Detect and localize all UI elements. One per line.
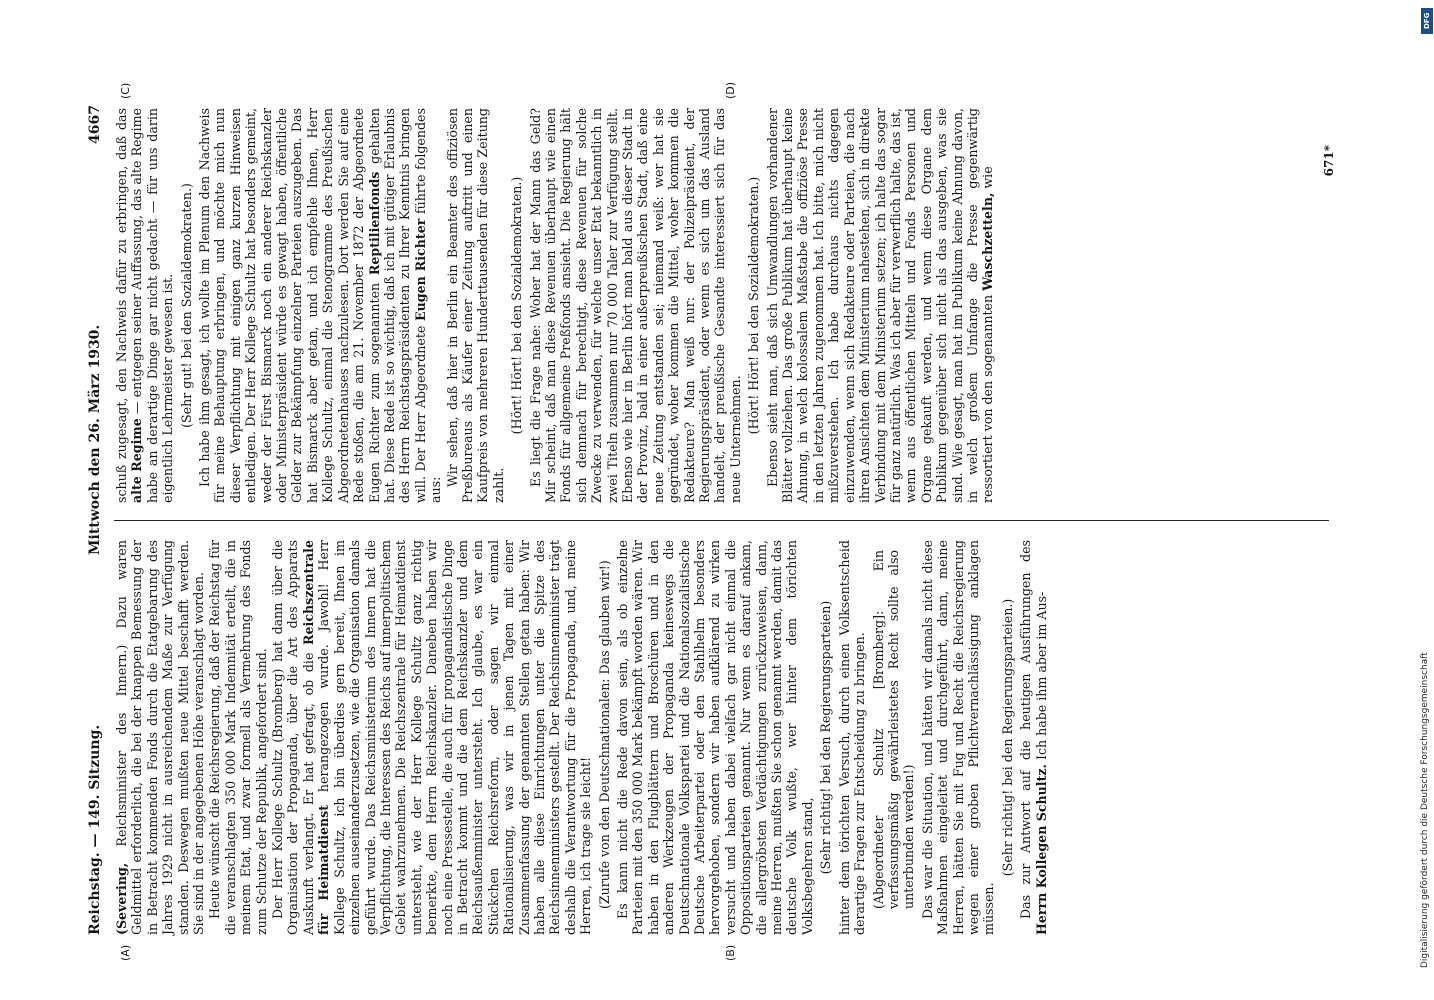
right-column [114, 108, 997, 503]
right-p2-text-a: Ich habe ihm gesagt, ich wollte im Plenum den Nachweis für meine Behauptung erbringen, und möchte mich nun dieser Verpflichtung mit einigen ganz kurzen Hinweisen entledigen. Der Herr Kollege Schultz hat besonders gemeint, weder der Fürst Bismarck noch ein anderer Reichskanzler oder Ministerpräsident würde es gewagt haben, öffentliche Gelder zur Bekämpfung einzelner Parteien auszugeben. Das hat Bismarck aber getan, und ich empfehle Ihnen, Herr Kollege Schultz, einmal die Stenogramme des Preußischen Abgeordnetenhauses nachzulesen. Dort werden Sie auf eine Rede stoßen, die am 21. November 1872 der Abgeordnete Eugen Richter zum sogenannten [197, 108, 382, 503]
speaker-name: (Severing, [114, 862, 129, 935]
margin-marker-a: (A) [119, 944, 132, 961]
right-quote-2: Es liegt die Frage nahe: Woher hat der Mann das Geld? Mir scheint, daß man diese Revenuen überhaupt wie einen Fonds für allgemeine Preßfonds ansieht. Die Regierung hält sich demnach für berechtigt, diese Revenuen für solche Zwecke zu verwenden, für welche unser Etat bekanntlich in zwei Titeln zusammen nur 70 000 Taler zur Verfügung stellt. Ebenso wie hier in Berlin hört man bald aus dieser Stadt in der Provinz, bald in einer außerpreußischen Stadt, daß eine neue Zeitung entstanden sei; niemand weiß: wer hat sie gegründet, woher kommen die Mittel, woher kommen die Redakteure? Man weiß nur: der Polizeipräsident, der Regierungspräsident, oder wenn es sich um das Ausland handelt, der preußische Gesandte interessiert sich für das neue Unternehmen. [527, 108, 743, 503]
right-paragraph-3 [765, 108, 996, 503]
interjection-2: (Sehr richtig! bei den Regierungsparteien) [818, 600, 834, 875]
right-p3-text-b: wie [980, 166, 996, 189]
margin-marker-d: (D) [724, 81, 737, 99]
rotated-page-content [87, 81, 1336, 961]
page-header [88, 105, 110, 935]
margin-marker-b: (B) [724, 944, 737, 961]
right-p2-bold-2: Eugen Richter [412, 218, 428, 321]
interjection-1: (Zurufe von den Deutschnationalen: Das glauben wir!) [596, 560, 612, 909]
left-p7-text-a: Das zur Antwort auf die heutigen Ausführungen des [1018, 540, 1034, 919]
right-p3-bold: Waschzetteln, [980, 192, 996, 291]
left-p3-text-b: herangezogen wurde. Jawohl! Herr Kollege Schultz, ich bin überdies gern bereit, Ihnen im einzelnen auseinanderzusetzen, wie die Organisation damals geführt wurde. Das Reichsministerium des Innern hat die Verpflichtung, die Interessen des Reichs auf innerpolitischem Gebiet wahrzunehmen. Die Reichszentrale für Heimatdienst untersteht, wie der Herr Kollege Schultz ganz richtig bemerkte, dem Herrn Reichskanzler. Daneben haben wir noch eine Pressestelle, die auch für propagandistische Dinge in Betracht kommt und die dem Reichskanzler und dem Reichsaußenminister untersteht. Ich glaube, es war ein Stückchen Reichsreform, oder sagen wir einmal Rationalisierung, was wir in jenen Tagen mit einer Zusammenfassung der genannten Stellen getan haben: Wir haben alle diese Einrichtungen unter die Spitze des Reichsinnenministers gestellt. Der Reichsinnenminister trägt deshalb die Verantwortung für die Propaganda, und, meine Herren, ich trage sie leicht! [316, 539, 594, 935]
interjection-3: (Abgeordneter Schultz [Bromberg]: Ein verfassungsmäßig gewährleistetes Recht sollte also unterbunden werden!) [870, 550, 917, 909]
left-column [114, 540, 1050, 935]
left-p3-text-a: Der Herr Kollege Schultz (Bromberg) hat dann über die Organisation der Propaganda, über die Art des Apparats Auskunft verlangt. Er hat gefragt, ob die [270, 540, 316, 935]
left-paragraph-3 [270, 540, 594, 935]
page-number: 4667 [87, 105, 103, 144]
left-paragraph-2: Heute wünscht die Reichsregierung, daß der Reichstag für die veranschlagten 350 000 Mark Indemnität erteilt, die in meinem Etat, und zwar formell als Vermehrung des Fonds zum Schutze der Republik, angefordert sind. [207, 540, 269, 935]
right-paragraph-2 [197, 108, 444, 503]
right-p2-bold: Reptilienfonds [366, 171, 382, 276]
header-left-title: Reichstag. — 149. Sitzung. [87, 724, 103, 935]
side-strip [1418, 8, 1432, 992]
signature-mark: 671* [1321, 145, 1336, 177]
right-p3-text-a: Ebenso sieht man, daß sich Umwandlungen vorhandener Blätter vollziehen. Das große Publikum hat überhaupt keine Ahnung, in welch kolossalem Maßstabe die offiziöse Presse in den letzten Jahren zugenommen hat. Ich bitte, mich nicht mißzuverstehen. Ich habe durchaus nichts dagegen einzuwenden, wenn sich Redakteure oder Parteien, die nach ihren Ansichten dem Ministerium nahestehen, sich in direkte Verbindung mit dem Ministerium setzen; ich halte das sogar für ganz natürlich. Was ich aber für verwerflich halte, das ist, wenn aus öffentlichen Mitteln und Fonds Personen und Organe gekauft werden, und wenn diese Organe dem Publikum gegenüber sich nicht als das ausgeben, was sie sind. Wie gesagt, man hat im Publikum keine Ahnung davon, in welch großem Umfange die Presse gegenwärtig ressortiert von den sogenannten [764, 108, 996, 503]
right-p1-text-a: schuß zugesagt, den Nachweis dafür zu erbringen, daß das [114, 108, 129, 503]
left-p7-text-b: Ich habe ihm aber im Aus- [1033, 591, 1049, 761]
interjection-4: (Sehr richtig! bei den Regierungsparteien.) [999, 598, 1015, 877]
right-interjection-3: (Hört! Hört! bei den Sozialdemokraten.) [746, 176, 762, 435]
dfg-logo: DFG [1421, 8, 1433, 34]
header-date: Mittwoch den 26. März 1930. [87, 324, 103, 555]
left-paragraph-4: Es kann nicht die Rede davon sein, als ob einzelne Parteien mit den 350 000 Mark bekämpft worden wären. Wir haben in den Flugblättern und Broschüren und in den anderen Werkzeugen der Propaganda keineswegs die Deutschnationale Volkspartei und die Nationalsozialistische Deutsche Arbeiterpartei oder den Stahlhelm besonders hervorgehoben, sondern wir haben aufklärend zu wirken versucht und haben dabei vielfach gar nicht einmal die Oppositionsparteien genannt. Nur wenn es darauf ankam, die allergröbsten Verdächtigungen zurückzuweisen, dann, meine Herren, mußten Sie schon genannt werden, damit das deutsche Volk wußte, wer hinter dem törichten Volksbegehren stand, [615, 540, 815, 935]
funding-notice: Digitalisierung gefördert durch die Deutsche Forschungsgemeinschaft [1420, 652, 1430, 968]
right-quote-1: Wir sehen, daß hier in Berlin ein Beamter des offiziösen Preßbureaus als Käufer einer Zeitung auftritt und einen Kaufpreis von mehreren Hunderttausenden für diese Zeitung zahlt. [444, 108, 506, 503]
right-p1-bold: alte Regime [129, 418, 145, 503]
right-paragraph-1 [114, 108, 176, 503]
right-p2-text-b: gehalten hat. Diese Rede ist so wichtig, daß ich mit gütiger Erlaubnis des Herrn Reichstagspräsidenten zu Ihrer Kenntnis bringen will. Der Herr Abgeordnete [366, 108, 428, 503]
left-paragraph-5: hinter dem törichten Versuch, durch einen Volksentscheid derartige Fragen zur Entscheidung zu bringen. [836, 540, 868, 935]
speaker-role: Reichsminister des Innern.) [114, 644, 129, 847]
right-p1-text-b: — entgegen seiner Auffassung, das alte Regime habe an derartige Dinge gar nicht gedacht — für uns darin eigentlich Lehrmeister gewesen ist. [129, 108, 176, 503]
column-divider [114, 520, 1329, 521]
left-paragraph-1 [114, 540, 206, 935]
left-p3-bold: Reichszentrale für Heimatdienst [300, 540, 332, 935]
left-paragraph-6: Das war die Situation, und hätten wir damals nicht diese Maßnahmen eingeleitet und durchgeführt, dann, meine Herren, hätten Sie mit Fug und Recht die Reichsregierung wegen einer groben Pflichtvernachlässigung anklagen müssen. [919, 540, 997, 935]
left-paragraph-7 [1018, 540, 1049, 935]
right-interjection-2: (Hört! Hört! bei den Sozialdemokraten.) [509, 176, 525, 435]
margin-marker-c: (C) [119, 82, 132, 99]
right-interjection-1: (Sehr gut! bei den Sozialdemokraten.) [178, 183, 194, 428]
right-p2-text-c: führte folgendes aus: [412, 108, 444, 503]
left-p7-bold: Herrn Kollegen Schultz. [1033, 764, 1049, 935]
left-p1-text: Dazu waren Geldmittel erforderlich, die bei der knappen Bemessung der in Betracht kommenden Fonds durch die Etatgebarung des Jahres 1929 nicht in ausreichendem Maße zur Verfügung standen. Deswegen mußten neue Mittel beschafft werden. Sie sind in der angegebenen Höhe veranschlagt worden. [114, 540, 207, 935]
